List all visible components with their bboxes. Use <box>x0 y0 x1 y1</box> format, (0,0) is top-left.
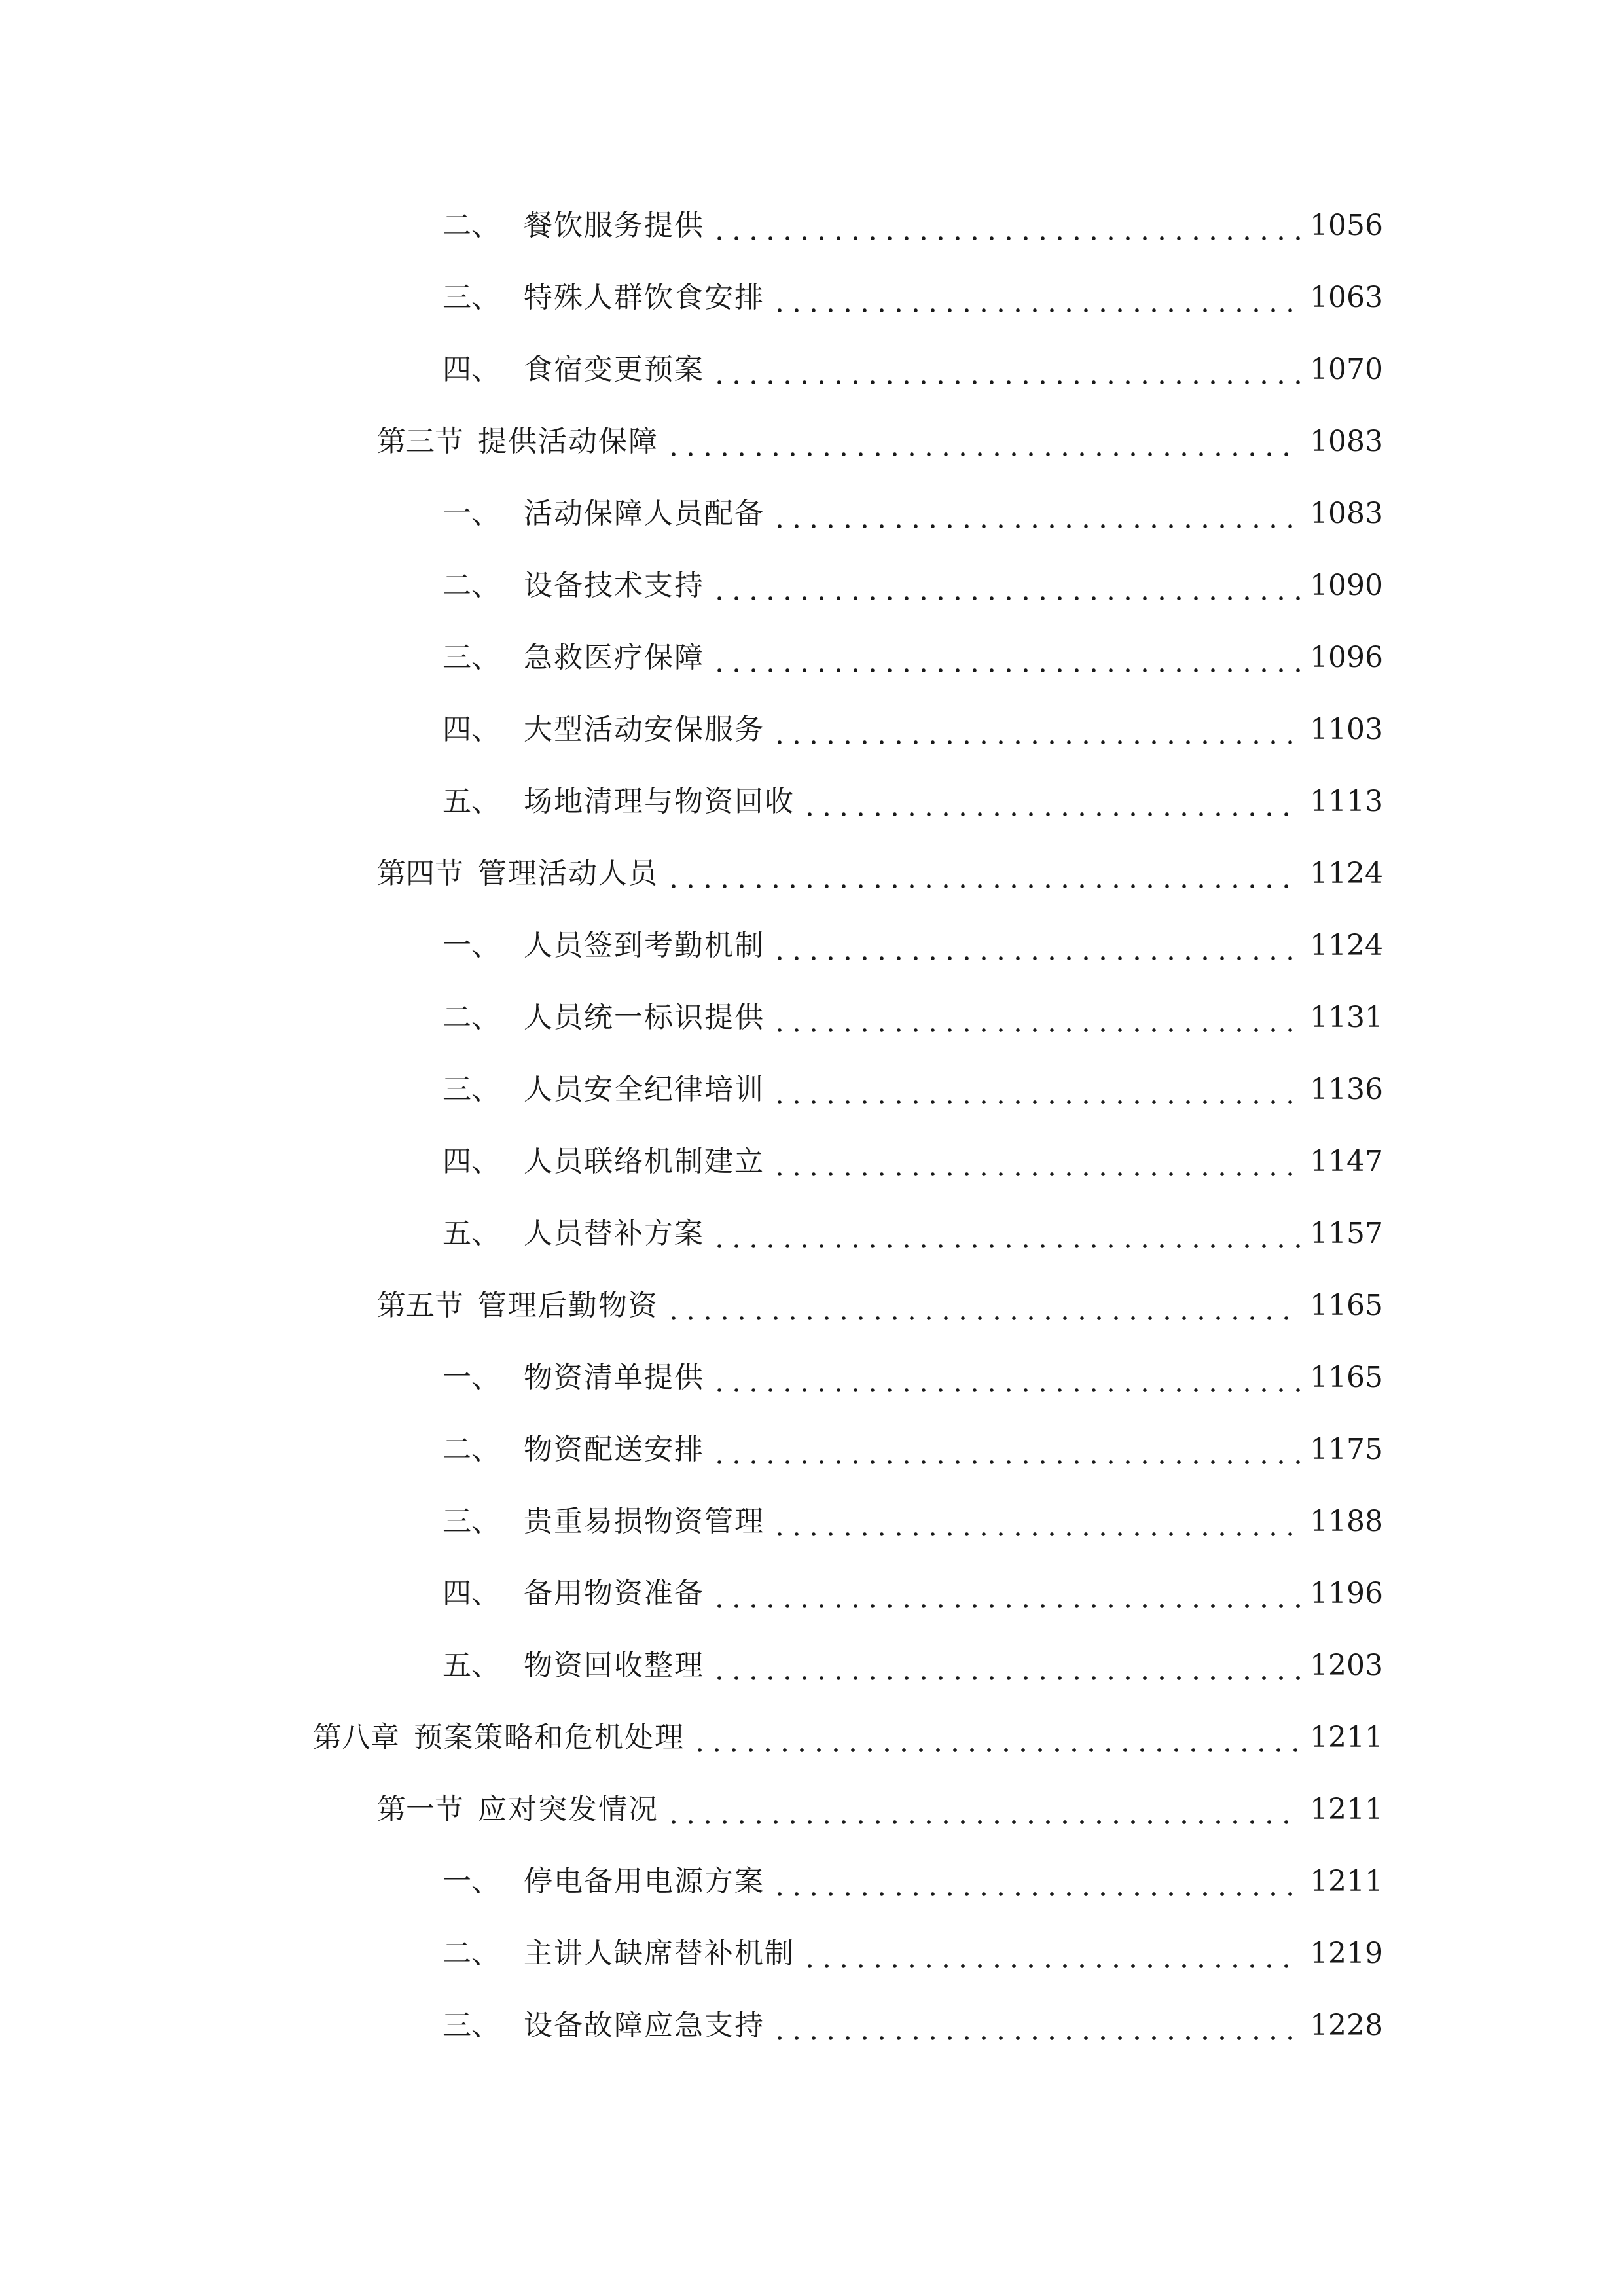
toc-entry[interactable] <box>0 622 1624 694</box>
dot-leader <box>771 1075 1301 1104</box>
toc-entry-title: 设备技术支持 <box>524 569 704 602</box>
toc-entry-page: 1211 <box>1310 1865 1383 1898</box>
toc-entry-number: 一、 <box>442 497 500 530</box>
toc-entry[interactable] <box>0 1198 1624 1270</box>
toc-section-entry[interactable] <box>0 1774 1624 1846</box>
toc-entry-page: 1096 <box>1310 641 1383 674</box>
toc-entry-title: 物资配送安排 <box>524 1433 704 1466</box>
toc-entry[interactable] <box>0 478 1624 550</box>
toc-entry-title: 停电备用电源方案 <box>524 1865 765 1898</box>
toc-entry-title: 大型活动安保服务 <box>524 713 765 746</box>
table-of-contents <box>0 190 1624 2062</box>
toc-entry-page: 1083 <box>1310 425 1383 458</box>
toc-entry-number: 四、 <box>442 1145 500 1178</box>
toc-entry-title: 食宿变更预案 <box>524 353 704 386</box>
toc-entry-page: 1211 <box>1310 1721 1383 1754</box>
dot-leader <box>771 1147 1301 1176</box>
toc-entry-number: 二、 <box>442 1937 500 1970</box>
toc-entry[interactable] <box>0 550 1624 622</box>
toc-entry-title: 人员安全纪律培训 <box>524 1073 765 1106</box>
toc-entry-title: 应对突发情况 <box>478 1793 659 1826</box>
toc-entry-number: 三、 <box>442 281 500 314</box>
toc-entry-number: 四、 <box>442 353 500 386</box>
toc-entry-page: 1175 <box>1310 1433 1383 1466</box>
dot-leader <box>771 283 1301 312</box>
dot-leader <box>711 1435 1301 1464</box>
toc-entry[interactable] <box>0 910 1624 982</box>
toc-section-entry[interactable] <box>0 1270 1624 1342</box>
toc-entry-number: 三、 <box>442 641 500 674</box>
toc-entry[interactable] <box>0 1990 1624 2062</box>
toc-entry-number: 一、 <box>442 1865 500 1898</box>
toc-entry-number: 一、 <box>442 929 500 962</box>
toc-entry[interactable] <box>0 334 1624 406</box>
toc-entry-title: 餐饮服务提供 <box>524 209 704 242</box>
toc-entry-page: 1203 <box>1310 1649 1383 1682</box>
toc-entry-page: 1070 <box>1310 353 1383 386</box>
toc-entry-number: 第三节 <box>377 425 463 458</box>
dot-leader <box>711 1651 1301 1680</box>
toc-entry[interactable] <box>0 1054 1624 1126</box>
dot-leader <box>801 1939 1301 1968</box>
toc-entry-number: 第四节 <box>377 857 463 890</box>
toc-entry-page: 1165 <box>1310 1289 1383 1322</box>
toc-entry-page: 1083 <box>1310 497 1383 530</box>
toc-entry-number: 二、 <box>442 209 500 242</box>
dot-leader <box>711 1579 1301 1608</box>
dot-leader <box>691 1723 1301 1752</box>
toc-entry-page: 1219 <box>1310 1937 1383 1970</box>
toc-entry[interactable] <box>0 694 1624 766</box>
dot-leader <box>665 427 1301 456</box>
toc-entry[interactable] <box>0 1486 1624 1558</box>
toc-entry-page: 1136 <box>1310 1073 1383 1106</box>
toc-entry-number: 五、 <box>442 1649 500 1682</box>
toc-entry-number: 四、 <box>442 713 500 746</box>
toc-entry-title: 活动保障人员配备 <box>524 497 765 530</box>
toc-entry-title: 提供活动保障 <box>478 425 659 458</box>
toc-entry-title: 人员替补方案 <box>524 1217 704 1250</box>
dot-leader <box>771 2011 1301 2040</box>
toc-entry-title: 人员统一标识提供 <box>524 1001 765 1034</box>
dot-leader <box>771 1507 1301 1536</box>
toc-entry-number: 四、 <box>442 1577 500 1610</box>
toc-entry-number: 第五节 <box>377 1289 463 1322</box>
toc-entry-page: 1124 <box>1310 857 1383 890</box>
toc-entry[interactable] <box>0 1414 1624 1486</box>
toc-entry-number: 五、 <box>442 785 500 818</box>
toc-entry-page: 1056 <box>1310 209 1383 242</box>
toc-entry[interactable] <box>0 766 1624 838</box>
toc-entry-page: 1188 <box>1310 1505 1383 1538</box>
toc-entry-page: 1228 <box>1310 2009 1383 2042</box>
toc-entry-title: 人员联络机制建立 <box>524 1145 765 1178</box>
toc-entry-number: 三、 <box>442 1073 500 1106</box>
toc-entry-title: 物资回收整理 <box>524 1649 704 1682</box>
toc-entry-title: 急救医疗保障 <box>524 641 704 674</box>
dot-leader <box>711 211 1301 240</box>
dot-leader <box>771 715 1301 744</box>
toc-entry-number: 二、 <box>442 1433 500 1466</box>
toc-entry-number: 三、 <box>442 1505 500 1538</box>
dot-leader <box>801 787 1301 816</box>
toc-entry-title: 管理活动人员 <box>478 857 659 890</box>
toc-entry-title: 物资清单提供 <box>524 1361 704 1394</box>
toc-entry-page: 1090 <box>1310 569 1383 602</box>
toc-entry-number: 二、 <box>442 1001 500 1034</box>
toc-entry-title: 特殊人群饮食安排 <box>524 281 765 314</box>
toc-entry[interactable] <box>0 982 1624 1054</box>
toc-entry-number: 二、 <box>442 569 500 602</box>
toc-entry-number: 一、 <box>442 1361 500 1394</box>
toc-entry[interactable] <box>0 1630 1624 1702</box>
toc-entry-title: 备用物资准备 <box>524 1577 704 1610</box>
toc-entry-page: 1103 <box>1310 713 1383 746</box>
dot-leader <box>665 1795 1301 1824</box>
dot-leader <box>665 1291 1301 1320</box>
toc-entry[interactable] <box>0 190 1624 262</box>
toc-entry-number: 五、 <box>442 1217 500 1250</box>
toc-entry[interactable] <box>0 1126 1624 1198</box>
dot-leader <box>711 355 1301 384</box>
toc-entry-number: 第一节 <box>377 1793 463 1826</box>
dot-leader <box>711 1363 1301 1392</box>
toc-entry[interactable] <box>0 1846 1624 1918</box>
dot-leader <box>771 1867 1301 1896</box>
toc-entry-title: 预案策略和危机处理 <box>414 1721 685 1754</box>
toc-entry-title: 主讲人缺席替补机制 <box>524 1937 795 1970</box>
toc-entry-page: 1131 <box>1310 1001 1383 1034</box>
toc-entry-number: 三、 <box>442 2009 500 2042</box>
toc-entry-number: 第八章 <box>313 1721 399 1754</box>
toc-entry-page: 1147 <box>1310 1145 1383 1178</box>
toc-entry[interactable] <box>0 262 1624 334</box>
toc-entry-page: 1196 <box>1310 1577 1383 1610</box>
toc-section-entry[interactable] <box>0 406 1624 478</box>
toc-entry-title: 贵重易损物资管理 <box>524 1505 765 1538</box>
dot-leader <box>771 931 1301 960</box>
toc-entry-title: 场地清理与物资回收 <box>524 785 795 818</box>
dot-leader <box>771 1003 1301 1032</box>
toc-entry[interactable] <box>0 1558 1624 1630</box>
toc-entry-title: 人员签到考勤机制 <box>524 929 765 962</box>
toc-entry-page: 1124 <box>1310 929 1383 962</box>
dot-leader <box>771 499 1301 528</box>
dot-leader <box>711 643 1301 672</box>
toc-entry[interactable] <box>0 1342 1624 1414</box>
toc-entry-title: 管理后勤物资 <box>478 1289 659 1322</box>
toc-chapter-entry[interactable] <box>0 1702 1624 1774</box>
toc-entry-page: 1063 <box>1310 281 1383 314</box>
toc-entry-page: 1157 <box>1310 1217 1383 1250</box>
toc-section-entry[interactable] <box>0 838 1624 910</box>
toc-entry[interactable] <box>0 1918 1624 1990</box>
toc-entry-page: 1113 <box>1310 785 1383 818</box>
toc-entry-page: 1165 <box>1310 1361 1383 1394</box>
dot-leader <box>711 571 1301 600</box>
toc-entry-title: 设备故障应急支持 <box>524 2009 765 2042</box>
dot-leader <box>711 1219 1301 1248</box>
toc-entry-page: 1211 <box>1310 1793 1383 1826</box>
dot-leader <box>665 859 1301 888</box>
